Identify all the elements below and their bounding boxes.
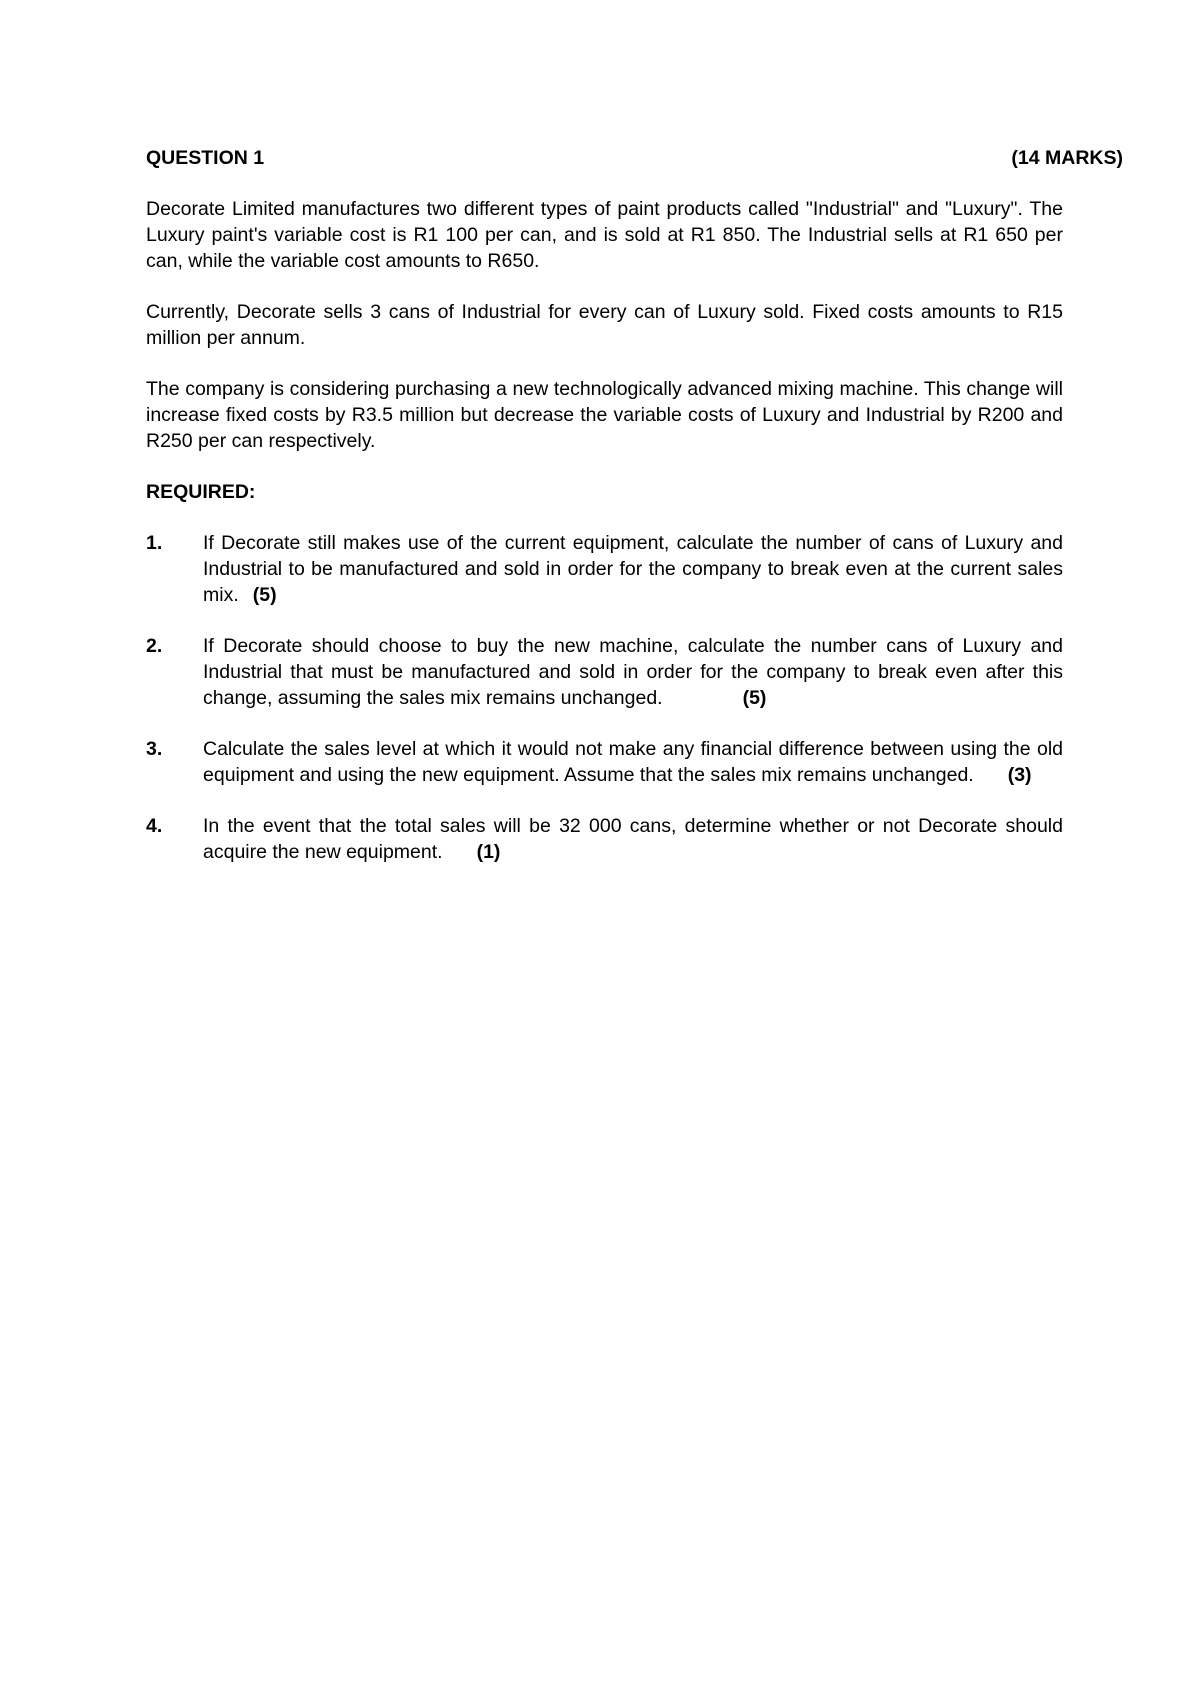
requirement-number: 4. xyxy=(146,815,163,837)
requirement-body: Calculate the sales level at which it would not make any financial difference between using the old equipment and using the new equipment. Assume that the sales mix remains unchanged. xyxy=(203,738,1063,786)
question-heading xyxy=(146,145,1123,171)
question-page xyxy=(146,145,1123,890)
requirement-body: If Decorate should choose to buy the new machine, calculate the number cans of Luxury and Industrial that must be manufactured and sold in order for the company to break even after this change, assuming the sales mix remains unchanged. xyxy=(203,635,1063,709)
requirement-item-3 xyxy=(146,736,1063,788)
requirement-mark: (5) xyxy=(252,584,277,606)
requirement-body: If Decorate still makes use of the current equipment, calculate the number of cans of Luxury and Industrial to be manufactured and sold in order for the company to break even at the current sales mix. xyxy=(203,532,1063,606)
requirement-text xyxy=(203,530,1063,608)
requirement-text xyxy=(203,813,1063,865)
requirement-text xyxy=(203,736,1063,788)
question-title: QUESTION 1 xyxy=(146,147,265,169)
requirement-text xyxy=(203,633,1063,711)
scenario-paragraph-2: Currently, Decorate sells 3 cans of Industrial for every can of Luxury sold. Fixed costs amounts to R15 million per annum. xyxy=(146,301,1063,349)
scenario-paragraph-1: Decorate Limited manufactures two different types of paint products called "Industrial" and "Luxury". The Luxury paint's variable cost is R1 100 per can, and is sold at R1 850. The Industrial sells at R1 650 per can, while the variable cost amounts to R650. xyxy=(146,198,1063,272)
requirement-number: 3. xyxy=(146,738,163,760)
required-heading: REQUIRED: xyxy=(146,481,256,503)
requirement-body: In the event that the total sales will be 32 000 cans, determine whether or not Decorate should acquire the new equipment. xyxy=(203,815,1063,863)
question-total-marks: (14 MARKS) xyxy=(1011,147,1123,169)
scenario-paragraph-3: The company is considering purchasing a new technologically advanced mixing machine. This change will increase fixed costs by R3.5 million but decrease the variable costs of Luxury and Industrial by R200 and R250 per can respectively. xyxy=(146,378,1063,452)
requirement-number: 1. xyxy=(146,532,163,554)
requirement-item-1 xyxy=(146,530,1063,608)
requirement-number: 2. xyxy=(146,635,163,657)
requirement-item-2 xyxy=(146,633,1063,711)
requirement-mark: (3) xyxy=(1007,764,1032,786)
requirements-list xyxy=(146,530,1063,865)
requirement-item-4 xyxy=(146,813,1063,865)
requirement-mark: (5) xyxy=(742,687,767,709)
requirement-mark: (1) xyxy=(476,841,501,863)
question-body xyxy=(146,196,1063,505)
